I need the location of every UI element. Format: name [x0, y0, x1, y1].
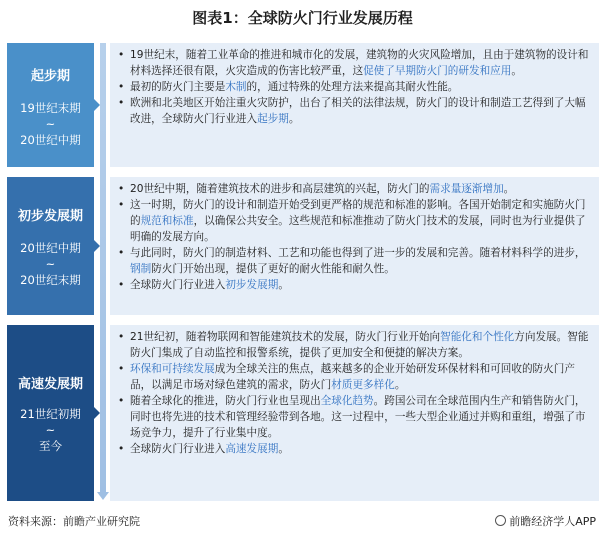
bullet-text: 这一时期，防火门的设计和制造开始受到更严格的规范和标准的影响。各国开始制定和实施防火门的: [130, 199, 586, 227]
timeline-bar: [100, 43, 106, 495]
stage-period-end: 20世纪末期: [20, 273, 81, 287]
stage-period-sep: ~: [45, 423, 56, 437]
bullet-item: [116, 47, 593, 79]
highlight-text: 规范和标准: [140, 215, 194, 227]
bullet-item: [116, 361, 593, 393]
stage-period-start: 20世纪中期: [20, 241, 81, 255]
highlight-text: 促使了早期防火门的研发和应用: [363, 65, 512, 77]
stage-name: 起步期: [30, 69, 70, 84]
highlight-text: 高速发展期: [225, 443, 279, 455]
bullet-text: 。: [511, 65, 522, 77]
stage-period-end: 20世纪中期: [20, 133, 81, 147]
bullet-text: 19世纪末，随着工业革命的推进和城市化的发展，建筑物的火灾风险增加，且由于建筑物的设计和材料选择还很有限，火灾造成的伤害比较严重，这: [130, 49, 589, 77]
bullet-text: 。: [503, 183, 515, 195]
stage-detail-panel: [110, 325, 599, 501]
bullet-item: [116, 441, 593, 457]
highlight-text: 钢制: [130, 263, 152, 275]
bullet-item: [116, 181, 593, 197]
bullet-text: 成为全球关注的焦点，越来越多的企业开始研发环保材料和可回收的防火门产品，以满足市场对绿色建筑的需求，防火门: [130, 363, 575, 391]
bullet-text: 。: [278, 279, 289, 291]
bullet-text: 方向发展。智能防火门集成了自动监控和报警系统，提供了更加安全和便捷的解决方案。: [130, 331, 589, 359]
stage-period-start: 21世纪初期: [20, 407, 81, 421]
stage-pointer-icon: [93, 239, 100, 253]
bullet-item: [116, 79, 593, 95]
bullet-text: 防火门开始出现，提供了更好的耐火性能和耐久性。: [151, 263, 395, 275]
bullet-item: [116, 95, 593, 127]
bullet-text: 全球防火门行业进入: [130, 443, 226, 455]
chart-title: 图表1：全球防火门行业发展历程: [192, 9, 413, 27]
qianzhan-logo-icon: [495, 515, 506, 526]
stage-label-early-growth: [7, 177, 94, 315]
stage-name: 高速发展期: [17, 377, 83, 392]
bullet-text: 21世纪初，随着物联网和智能建筑技术的发展，防火门行业开始向: [130, 331, 441, 343]
stage-period-start: 19世纪末期: [20, 101, 81, 115]
bullet-item: [116, 329, 593, 361]
bullet-text: 全球防火门行业进入: [130, 279, 226, 291]
bullet-text: 与此同时，防火门的制造材料、工艺和功能也得到了进一步的发展和完善。随着材料科学的进步，: [130, 247, 586, 259]
brand-credit: [495, 513, 596, 529]
highlight-text: 木制: [225, 81, 247, 93]
timeline-arrow-icon: [97, 492, 109, 500]
bullet-item: [116, 197, 593, 245]
bullet-text: 。: [278, 443, 289, 455]
stage-period-sep: ~: [45, 117, 56, 131]
bullet-item: [116, 393, 593, 441]
bullet-text: 的，通过特殊的处理方法来提高其耐火性能。: [246, 81, 459, 93]
highlight-text: 环保和可持续发展: [130, 363, 215, 375]
stage-period-end: 至今: [39, 439, 62, 453]
stage-pointer-icon: [93, 406, 100, 420]
stage-label-rapid-growth: [7, 325, 94, 501]
stage-pointer-icon: [93, 98, 100, 112]
bullet-text: ，以确保公共安全。这些规范和标准推动了防火门技术的发展，同时也为行业提供了明确的发展方向。: [130, 215, 586, 243]
bullet-text: 。: [288, 113, 300, 125]
bullet-text: 欧洲和北美地区开始注重火灾防护，出台了相关的法律法规，防火门的设计和制造工艺得到了大幅改进，全球防火门行业进入: [130, 97, 586, 125]
stage-period-sep: ~: [45, 257, 56, 271]
bullet-item: [116, 277, 593, 293]
stage-name: 初步发展期: [17, 209, 83, 224]
bullet-text: 随着全球化的推进，防火门行业也呈现出: [130, 395, 321, 407]
highlight-text: 材质更多样化: [331, 379, 395, 391]
bullet-text: 。: [394, 379, 406, 391]
stage-label-startup: [7, 43, 94, 167]
highlight-text: 全球化趋势: [320, 395, 374, 407]
stage-detail-panel: [110, 177, 599, 315]
highlight-text: 初步发展期: [225, 279, 279, 291]
source-note: 资料来源：前瞻产业研究院: [8, 515, 140, 528]
highlight-text: 智能化和个性化: [440, 331, 515, 343]
stage-detail-panel: [110, 43, 599, 167]
highlight-text: 需求量逐渐增加: [429, 183, 504, 195]
bullet-text: 20世纪中期，随着建筑技术的进步和高层建筑的兴起，防火门的: [130, 183, 430, 195]
highlight-text: 起步期: [257, 113, 289, 125]
bullet-item: [116, 245, 593, 277]
bullet-text: 最初的防火门主要是: [130, 81, 226, 93]
brand-name: 前瞻经济学人APP: [509, 515, 596, 528]
bullet-text: 。跨国公司在全球范围内生产和销售防火门，同时也将先进的技术和管理经验带到各地。这一过程中，一些大型企业通过并购和重组，增强了市场竞争力，提升了行业集中度。: [130, 395, 586, 439]
